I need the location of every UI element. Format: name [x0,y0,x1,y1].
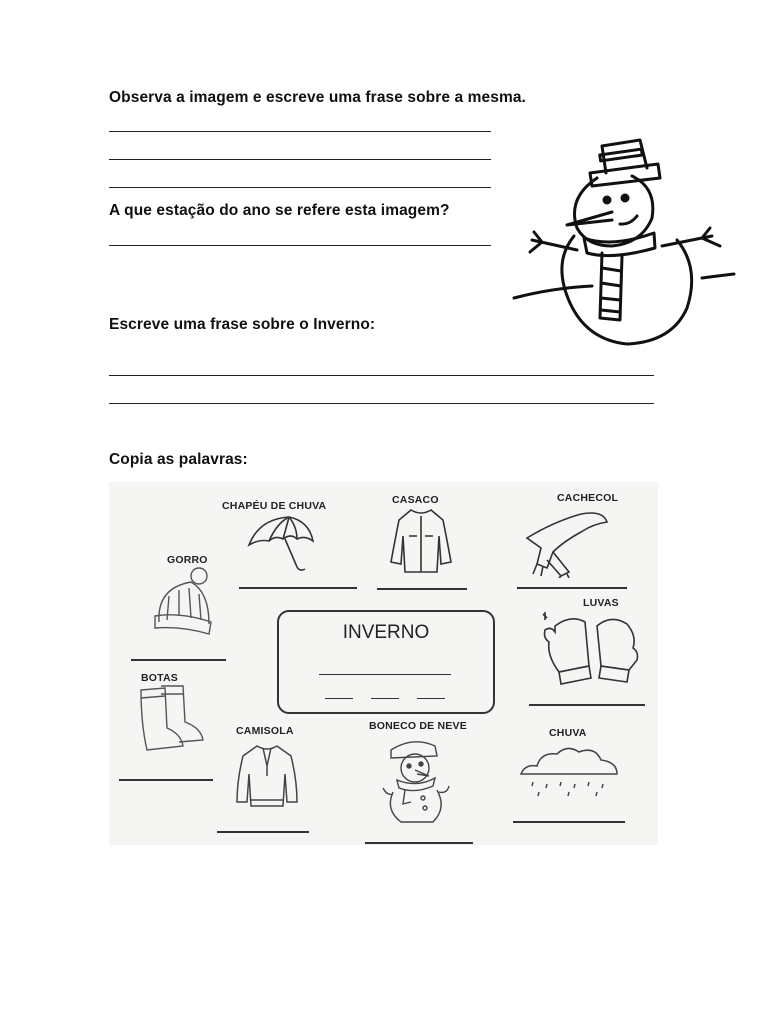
word-label: CASACO [392,494,439,506]
word-label: CAMISOLA [236,725,294,737]
word-answer-line[interactable] [239,587,357,589]
word-label: GORRO [167,554,208,566]
letter-blank[interactable] [325,698,353,699]
inverno-box [277,610,495,714]
snowman-illustration [512,128,736,352]
coat-icon [387,506,455,576]
sweater-icon [233,740,301,810]
snowman-small-icon [377,736,453,826]
answer-line[interactable] [109,403,654,404]
word-answer-line[interactable] [119,779,213,781]
answer-line[interactable] [109,375,654,376]
word-label: CHAPÉU DE CHUVA [222,500,327,512]
gloves-icon [541,612,641,688]
question-observe-image: Observa a imagem e escreve uma frase sobre a mesma. [109,89,526,106]
word-answer-line[interactable] [319,674,451,675]
scarf-icon [523,508,613,578]
question-season: A que estação do ano se refere esta imagem? [109,202,450,219]
answer-line[interactable] [109,131,491,132]
word-answer-line[interactable] [377,588,467,590]
word-answer-line[interactable] [217,831,309,833]
word-label: LUVAS [583,597,619,609]
word-answer-line[interactable] [131,659,226,661]
word-answer-line[interactable] [365,842,473,844]
rain-cloud-icon [517,744,621,800]
word-label: CACHECOL [557,492,619,504]
question-winter-sentence: Escreve uma frase sobre o Inverno: [109,316,376,333]
inverno-title: INVERNO [342,622,430,643]
question-copy-words: Copia as palavras: [109,451,248,468]
letter-blank[interactable] [371,698,399,699]
umbrella-icon [247,515,317,573]
word-label: CHUVA [549,727,587,739]
letter-blank[interactable] [417,698,445,699]
answer-line[interactable] [109,245,491,246]
boots-icon [137,684,207,754]
answer-line[interactable] [109,159,491,160]
word-answer-line[interactable] [529,704,645,706]
winter-hat-icon [151,566,215,636]
word-answer-line[interactable] [513,821,625,823]
word-label: BONECO DE NEVE [369,720,467,732]
winter-vocabulary-panel [109,482,658,845]
answer-line[interactable] [109,187,491,188]
word-answer-line[interactable] [517,587,627,589]
word-label: BOTAS [141,672,178,684]
